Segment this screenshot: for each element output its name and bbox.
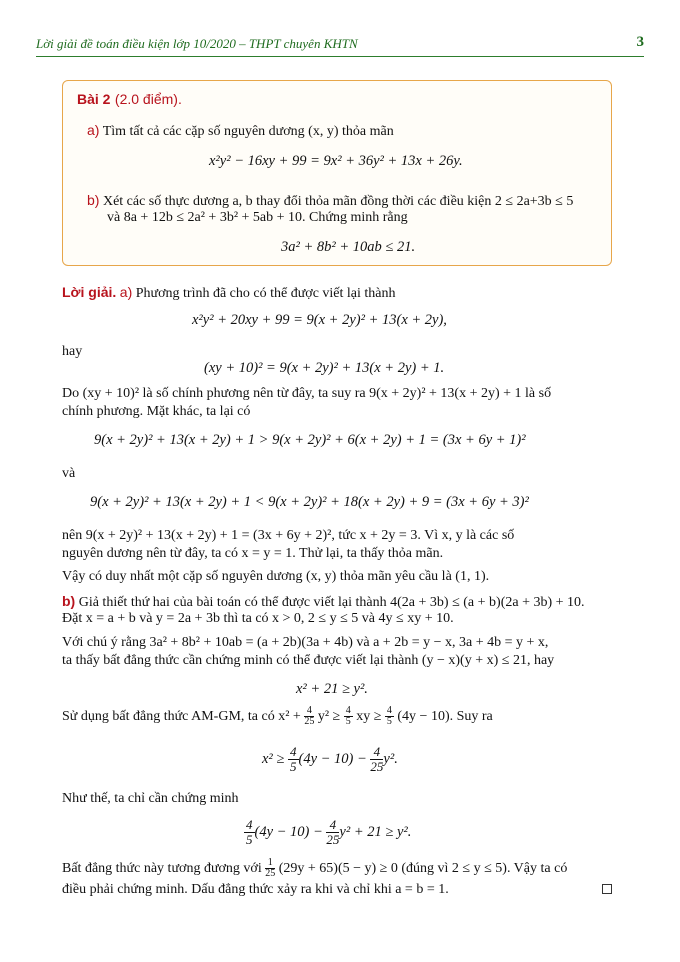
solution-b-intro	[62, 592, 585, 612]
solution-line-4: nên 9(x + 2y)² + 13(x + 2y) + 1 = (3x + 6y + 2)², tức x + 2y = 3. Vì x, y là các số	[62, 528, 515, 543]
equation-1: x²y² + 20xy + 99 = 9(x + 2y)² + 13(x + 2y),	[192, 312, 447, 328]
equation-2: (xy + 10)² = 9(x + 2y)² + 13(x + 2y) + 1.	[204, 360, 445, 376]
part-b-equation: 3a² + 8b² + 10ab ≤ 21.	[281, 239, 416, 255]
word-hay: hay	[62, 344, 83, 359]
eq6-mid: (4y − 10) −	[298, 751, 367, 767]
part-a-text: Tìm tất cả các cặp số nguyên dương (x, y) thỏa mãn	[102, 124, 394, 139]
solution-line-8: Đặt x = a + b và y = 2a + 3b thì ta có x > 0, 2 ≤ y ≤ 5 và 4y ≤ xy + 10.	[62, 611, 454, 626]
eq6-pre: x² ≥	[262, 751, 285, 767]
equation-5: x² + 21 ≥ y².	[296, 681, 368, 697]
equation-6	[262, 742, 398, 776]
frac-den: 25	[304, 716, 315, 728]
frac-num: 4	[246, 817, 253, 833]
solution-line-12: Như thế, ta chỉ cần chứng minh	[62, 791, 239, 806]
fraction-4-5	[288, 745, 299, 774]
frac-den: 5	[246, 832, 253, 848]
equation-4: 9(x + 2y)² + 13(x + 2y) + 1 < 9(x + 2y)² + 18(x + 2y) + 9 = (3x + 6y + 3)²	[90, 494, 529, 510]
header-title: Lời giải đề toán điều kiện lớp 10/2020 – THPT chuyên KHTN	[36, 36, 358, 51]
line13-pre: Bất đẳng thức này tương đương với	[62, 861, 262, 876]
solution-line-3: chính phương. Mặt khác, ta lại có	[62, 404, 251, 419]
part-b-text-2: và 8a + 12b ≤ 2a² + 3b² + 5ab + 10. Chứng minh rằng	[107, 210, 408, 225]
part-b-text-1: Xét các số thực dương a, b thay đổi thỏa mãn đồng thời các điều kiện 2 ≤ 2a+3b ≤ 5	[102, 194, 574, 209]
frac-num: 1	[265, 858, 275, 869]
solution-line-2: Do (xy + 10)² là số chính phương nên từ đây, ta suy ra 9(x + 2y)² + 13(x + 2y) + 1 là số	[62, 386, 552, 401]
fraction-4-25	[370, 745, 383, 774]
solution-line-7: Giả thiết thứ hai của bài toán có thể được viết lại thành 4(2a + 3b) ≤ (a + b)(2a + 3b) + 10.	[78, 595, 585, 610]
solution-label: Lời giải.	[62, 284, 117, 300]
page-number: 3	[636, 34, 644, 50]
problem-heading	[77, 91, 182, 108]
frac-den: 5	[386, 716, 392, 728]
fraction-4-25	[304, 706, 314, 727]
problem-label: Bài 2	[77, 91, 111, 107]
part-a-label: a)	[87, 122, 100, 138]
part-a-prompt	[87, 121, 394, 141]
part-b-label: b)	[87, 192, 100, 208]
problem-points: (2.0 điểm).	[114, 91, 182, 107]
eq7-post: y² + 21 ≥ y².	[339, 824, 412, 840]
fraction-4-25	[326, 818, 339, 847]
solution-line-6: Vậy có duy nhất một cặp số nguyên dương (x, y) thỏa mãn yêu cầu là (1, 1).	[62, 569, 490, 584]
line11-mid: y² ≥	[317, 709, 341, 724]
fraction-4-5	[244, 818, 255, 847]
frac-den: 25	[326, 832, 340, 848]
part-b-prompt	[87, 191, 573, 211]
eq6-post: y².	[383, 751, 398, 767]
line11-mid2: xy ≥	[356, 709, 382, 724]
fraction-1-25	[265, 858, 275, 879]
frac-den: 5	[345, 716, 351, 728]
qed-square-icon	[602, 884, 612, 894]
equation-3: 9(x + 2y)² + 13(x + 2y) + 1 > 9(x + 2y)² + 6(x + 2y) + 1 = (3x + 6y + 1)²	[94, 432, 526, 448]
solution-line-14: điều phải chứng minh. Dấu đẳng thức xảy ra khi và chỉ khi a = b = 1.	[62, 882, 449, 897]
frac-num: 4	[386, 705, 392, 717]
fraction-4-5	[344, 706, 353, 727]
frac-num: 4	[290, 744, 297, 760]
line11-pre: Sử dụng bất đẳng thức AM-GM, ta có x² +	[62, 709, 301, 724]
solution-line-1: Phương trình đã cho có thể được viết lại thành	[135, 286, 396, 301]
solution-line-10: ta thấy bất đẳng thức cần chứng minh có thể được viết lại thành (y − x)(y + x) ≤ 21, hay	[62, 653, 555, 668]
line11-post: (4y − 10). Suy ra	[397, 709, 493, 724]
solution-line-5: nguyên dương nên từ đây, ta có x = y = 1. Thử lại, ta thấy thỏa mãn.	[62, 546, 444, 561]
page-header	[36, 34, 644, 57]
equation-7	[244, 815, 411, 849]
problem-box	[62, 80, 612, 266]
solution-intro	[62, 283, 396, 303]
frac-num: 4	[304, 706, 314, 717]
solution-line-11	[62, 706, 493, 728]
frac-num: 4	[370, 745, 383, 760]
frac-num: 4	[326, 818, 339, 833]
word-va: và	[62, 466, 76, 481]
line13-post: (29y + 65)(5 − y) ≥ 0 (đúng vì 2 ≤ y ≤ 5). Vậy ta có	[278, 861, 568, 876]
frac-den: 25	[265, 868, 276, 880]
eq7-mid: (4y − 10) −	[254, 824, 323, 840]
solution-a-label: a)	[119, 284, 133, 300]
frac-den: 25	[370, 759, 384, 775]
solution-b-label: b)	[62, 593, 76, 609]
solution-line-9: Với chú ý rằng 3a² + 8b² + 10ab = (a + 2b)(3a + 4b) và a + 2b = y − x, 3a + 4b = y + x,	[62, 635, 549, 650]
solution-line-13	[62, 858, 567, 880]
frac-num: 4	[345, 705, 351, 717]
part-a-equation: x²y² − 16xy + 99 = 9x² + 36y² + 13x + 26y.	[209, 153, 463, 169]
frac-den: 5	[290, 759, 297, 775]
fraction-4-5-b	[385, 706, 394, 727]
